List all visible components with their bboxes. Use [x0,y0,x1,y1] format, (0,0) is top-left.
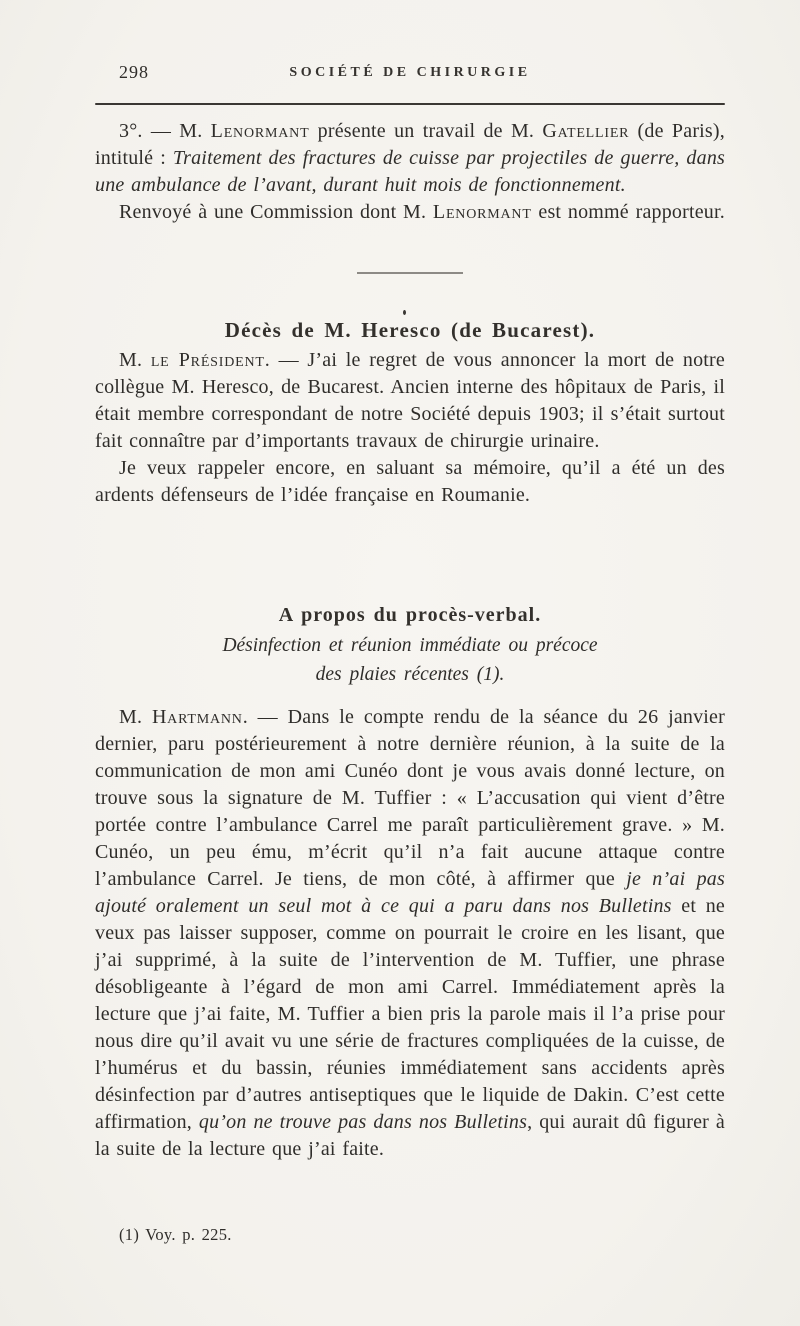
text-segment: . — Dans le compte rendu de la séance du 26 janvier dernier, paru postérieurement à notre dernière réunion, à la suite de la communication de mon ami Cunéo dont je vous avais donné lecture, on trouve sous la signature de M. Tuffier : « L’accusation qui vient d’être portée contre l’ambulance Carrel me paraît particulièrement grave. » M. Cunéo, un peu ému, m’écrit qu’il n’a fait aucune attaque contre l’ambulance Carrel. Je tiens, de mon côté, à affirmer que [95,706,725,890]
quoted-statement: je n’ai pas ajouté oralement un seul mot à ce qui a paru dans nos Bulletins [95,868,725,917]
subtitle-line: des plaies récentes (1). [315,664,505,685]
section-divider-rule [357,272,463,274]
ink-speck-artifact [403,310,406,315]
person-name: Lenormant [210,120,310,142]
section-heading-deces [95,318,725,343]
text-segment: Renvoyé à une Commission dont M. [119,201,433,223]
header-rule [95,103,725,105]
text-segment: M. [119,349,151,371]
text-segment: , qui aurait dû figurer à la suite de la lecture que j’ai faite. [95,1111,725,1160]
text-segment: présente un travail de M. [309,120,543,142]
work-title: Traitement des fractures de cuisse par projectiles de guerre, dans une ambulance de l’avant, durant huit mois de fonctionnement. [95,147,726,196]
text-segment: . — J’ai le regret de vous annoncer la mort de notre collègue M. Heresco, de Bucarest. Ancien interne des hôpitaux de Paris, il était membre correspondant de notre Société depuis 1903; il s’était surtout fait connaître par d’importants travaux de chirurgie urinaire. [95,349,725,452]
person-name: Lenormant [432,201,532,223]
text-segment: 3°. — M. [119,120,211,142]
person-name: Gatellier [542,120,630,142]
speaker-name: le Président [150,349,265,371]
heading-text: Décès de M. Heresco (de Bucarest). [224,318,596,343]
text-segment: et ne veux pas laisser supposer, comme on pourrait le croire en les lisant, que j’ai supprimé, à la suite de l’intervention de M. Tuffier, une phrase désobligeante à l’égard de mon ami Carrel. Immédiatement après la lecture que j’ai faite, M. Tuffier a bien pris la parole mais il l’a prise pour nous dire qu’il avait vu une série de fractures compliquées de la cuisse, de l’humérus et du bassin, réunies immédiatement sans accidents après désinfection par d’autres antiseptiques que le liquide de Dakin. C’est cette affirmation, [95,895,725,1133]
paragraph-presentation [95,118,725,199]
text-segment: M. [119,706,152,728]
running-title: SOCIÉTÉ DE CHIRURGIE [289,65,531,80]
deces-section [95,347,725,509]
footnote: (1) Voy. p. 225. [119,1224,232,1244]
subsection-subtitle [95,631,725,689]
paragraph-renvoi [95,199,725,226]
text-segment: est nommé rapporteur. [531,201,725,223]
subtitle-line: Désinfection et réunion immédiate ou précoce [222,635,598,656]
paragraph-president [95,347,725,455]
session-report-section [95,118,725,226]
paragraph-hommage: Je veux rappeler encore, en saluant sa mémoire, qu’il a été un des ardents défenseurs de l’idée française en Roumanie. [95,457,725,506]
text-segment: (de Paris), intitulé : [95,120,725,169]
quoted-statement: qu’on ne trouve pas dans nos Bulletins [198,1111,528,1133]
paragraph-hartmann [95,704,725,1163]
running-head [95,62,725,84]
page-number: 298 [119,62,149,82]
hartmann-section [95,704,725,1163]
speaker-name: Hartmann [151,706,243,728]
section-heading-proces-verbal: A propos du procès-verbal. [278,603,542,626]
